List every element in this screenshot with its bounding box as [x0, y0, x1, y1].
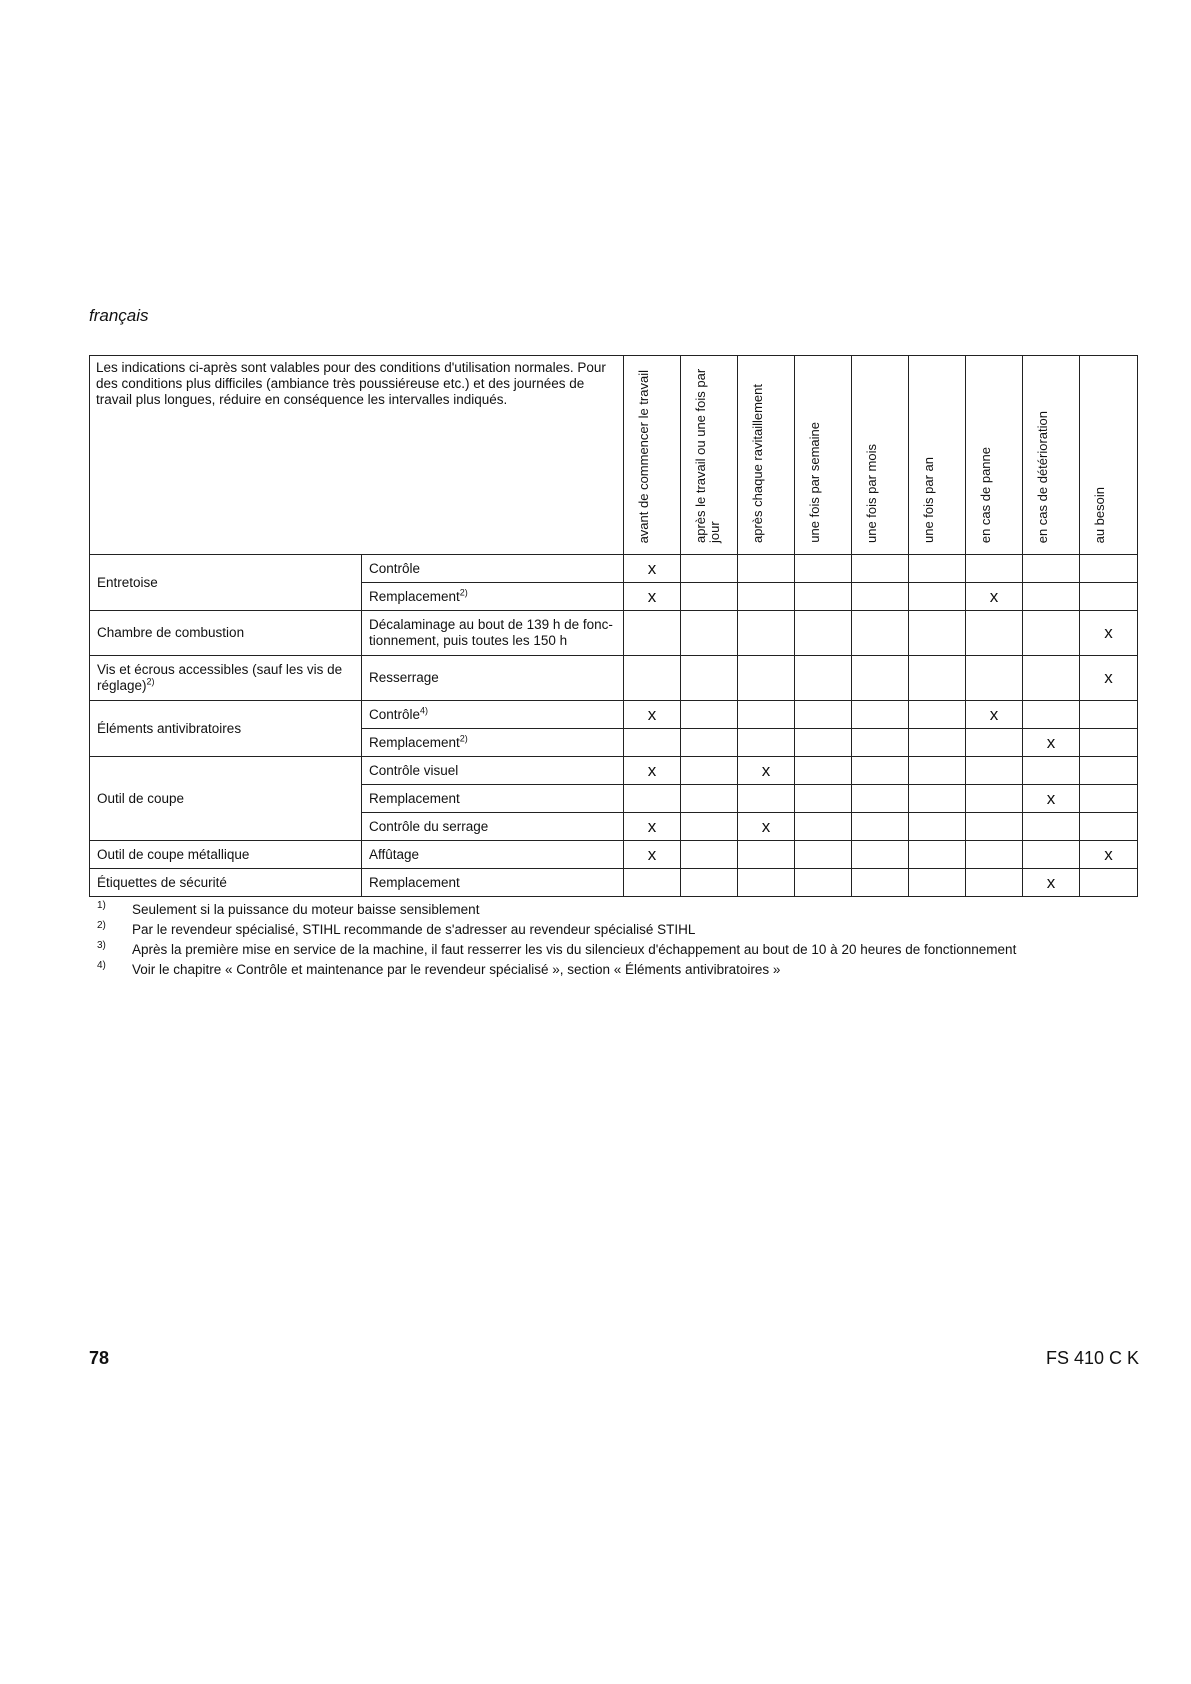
- action-cell: Contrôle$^{4)}$: [362, 701, 624, 729]
- mark-cell: [1023, 841, 1080, 869]
- mark-cell: [681, 813, 738, 841]
- footnotes: [89, 900, 1139, 980]
- table-row: [90, 555, 1138, 583]
- mark-cell: [909, 729, 966, 757]
- action-cell: Remplacement$^{2)}$: [362, 729, 624, 757]
- col-header-0: [624, 356, 681, 555]
- mark-cell: [738, 583, 795, 611]
- intro-text: Les indications ci-après sont valables pour des conditions d'utilisation normales. Pour des conditions plus difficiles (ambiance très poussiéreuse etc.) et des journées de travail plus longues, réduire en conséquence les intervalles indiqués.: [90, 356, 624, 555]
- mark-cell: [909, 656, 966, 701]
- footnote-number: 3): [97, 940, 106, 951]
- footnote-text: Après la première mise en service de la machine, il faut resserrer les vis du silencieux d'échappement au bout de 10 à 20 heures de fonctionnement: [132, 942, 1017, 957]
- mark-cell: [1023, 656, 1080, 701]
- table-row: [90, 611, 1138, 656]
- mark-cell: [1080, 701, 1138, 729]
- footnote-text: Voir le chapitre « Contrôle et maintenance par le revendeur spécialisé », section « Éléments antivibratoires »: [132, 962, 781, 977]
- footnote: [89, 960, 1139, 980]
- mark-cell: [966, 841, 1023, 869]
- table-row: [90, 656, 1138, 701]
- footnote-text: Par le revendeur spécialisé, STIHL recommande de s'adresser au revendeur spécialisé STIHL: [132, 922, 696, 937]
- model-name: FS 410 C K: [1045, 1348, 1139, 1368]
- component-cell: Entretoise: [90, 555, 362, 611]
- mark-cell: [1080, 813, 1138, 841]
- col-label-4: une fois par mois: [864, 444, 879, 543]
- mark-cell: [852, 841, 909, 869]
- maintenance-table: [89, 355, 1138, 897]
- col-label-6: en cas de panne: [978, 446, 993, 543]
- component-cell: Chambre de combustion: [90, 611, 362, 656]
- mark-cell: [909, 583, 966, 611]
- mark-cell: [738, 555, 795, 583]
- mark-cell: [795, 555, 852, 583]
- mark-cell: [795, 841, 852, 869]
- mark-cell: [909, 785, 966, 813]
- mark-cell: [681, 757, 738, 785]
- mark-cell: [738, 656, 795, 701]
- action-cell: Remplacement$^{2)}$: [362, 583, 624, 611]
- component-cell: Éléments antivibratoires: [90, 701, 362, 757]
- mark-cell: [681, 583, 738, 611]
- mark-cell: [1080, 729, 1138, 757]
- mark-cell: [1080, 869, 1138, 897]
- col-label-2: après chaque ravitaillement: [750, 384, 765, 543]
- action-cell: Contrôle visuel: [362, 757, 624, 785]
- mark-cell: [795, 785, 852, 813]
- language-label: français: [89, 306, 149, 325]
- mark-cell: [909, 841, 966, 869]
- footnote-number: 4): [97, 960, 106, 971]
- action-cell: Remplacement: [362, 785, 624, 813]
- mark-cell: [681, 785, 738, 813]
- mark-cell: [852, 869, 909, 897]
- mark-cell: x: [624, 813, 681, 841]
- col-label-5: une fois par an: [921, 456, 936, 543]
- col-label-7: en cas de détérioration: [1035, 410, 1050, 543]
- col-label-8: au besoin: [1092, 486, 1107, 543]
- mark-cell: [738, 729, 795, 757]
- mark-cell: [852, 555, 909, 583]
- col-header-4: [852, 356, 909, 555]
- action-cell: Affûtage: [362, 841, 624, 869]
- footnote: [89, 940, 1139, 960]
- mark-cell: x: [1080, 611, 1138, 656]
- mark-cell: [909, 869, 966, 897]
- mark-cell: [624, 869, 681, 897]
- mark-cell: [852, 757, 909, 785]
- col-header-8: [1080, 356, 1138, 555]
- mark-cell: [966, 813, 1023, 841]
- mark-cell: [738, 611, 795, 656]
- mark-cell: [852, 611, 909, 656]
- mark-cell: x: [624, 583, 681, 611]
- mark-cell: [966, 729, 1023, 757]
- mark-cell: x: [1023, 729, 1080, 757]
- mark-cell: [1080, 785, 1138, 813]
- mark-cell: x: [966, 701, 1023, 729]
- mark-cell: [681, 729, 738, 757]
- mark-cell: [795, 701, 852, 729]
- mark-cell: [909, 813, 966, 841]
- col-header-3: [795, 356, 852, 555]
- mark-cell: [795, 869, 852, 897]
- mark-cell: [966, 869, 1023, 897]
- mark-cell: [1080, 757, 1138, 785]
- footnote: [89, 900, 1139, 920]
- mark-cell: [624, 611, 681, 656]
- action-cell: Resserrage: [362, 656, 624, 701]
- footnote-text: Seulement si la puissance du moteur baisse sensiblement: [132, 902, 480, 917]
- mark-cell: [966, 555, 1023, 583]
- mark-cell: [795, 813, 852, 841]
- mark-cell: [738, 701, 795, 729]
- mark-cell: [795, 583, 852, 611]
- mark-cell: [738, 841, 795, 869]
- mark-cell: [909, 701, 966, 729]
- mark-cell: [795, 656, 852, 701]
- mark-cell: x: [966, 583, 1023, 611]
- page-number: 78: [89, 1348, 110, 1368]
- mark-cell: [1023, 757, 1080, 785]
- mark-cell: [624, 656, 681, 701]
- mark-cell: [909, 757, 966, 785]
- mark-cell: [909, 555, 966, 583]
- footnote: [89, 920, 1139, 940]
- mark-cell: [795, 757, 852, 785]
- col-header-2: [738, 356, 795, 555]
- mark-cell: [909, 611, 966, 656]
- col-header-6: [966, 356, 1023, 555]
- col-header-5: [909, 356, 966, 555]
- table-row: [90, 757, 1138, 785]
- mark-cell: [1080, 583, 1138, 611]
- mark-cell: [1023, 555, 1080, 583]
- mark-cell: [1023, 583, 1080, 611]
- mark-cell: x: [1023, 869, 1080, 897]
- mark-cell: [966, 785, 1023, 813]
- table-row: [90, 841, 1138, 869]
- mark-cell: [681, 611, 738, 656]
- component-cell: Vis et écrous accessibles (sauf les vis de réglage)$^{2)}$: [90, 656, 362, 701]
- mark-cell: [966, 656, 1023, 701]
- mark-cell: x: [1080, 656, 1138, 701]
- mark-cell: [966, 757, 1023, 785]
- col-header-1: [681, 356, 738, 555]
- mark-cell: [624, 729, 681, 757]
- action-cell: Contrôle du serrage: [362, 813, 624, 841]
- component-cell: Outil de coupe métallique: [90, 841, 362, 869]
- mark-cell: [852, 656, 909, 701]
- mark-cell: [852, 583, 909, 611]
- mark-cell: [681, 555, 738, 583]
- mark-cell: [795, 729, 852, 757]
- mark-cell: [852, 729, 909, 757]
- mark-cell: [681, 701, 738, 729]
- action-cell: Remplacement: [362, 869, 624, 897]
- table-row: [90, 869, 1138, 897]
- mark-cell: [738, 869, 795, 897]
- mark-cell: [852, 813, 909, 841]
- table-row: [90, 701, 1138, 729]
- mark-cell: [852, 785, 909, 813]
- mark-cell: x: [738, 757, 795, 785]
- mark-cell: [738, 785, 795, 813]
- mark-cell: [795, 611, 852, 656]
- mark-cell: [681, 841, 738, 869]
- mark-cell: [1023, 611, 1080, 656]
- footnote-number: 2): [97, 920, 106, 931]
- action-cell: Décalaminage au bout de 139 h de fonc-tionnement, puis toutes les 150 h: [362, 611, 624, 656]
- mark-cell: [1023, 813, 1080, 841]
- footnote-number: 1): [97, 900, 106, 911]
- component-cell: Étiquettes de sécurité: [90, 869, 362, 897]
- mark-cell: [681, 869, 738, 897]
- mark-cell: x: [624, 555, 681, 583]
- mark-cell: [852, 701, 909, 729]
- header-row: [90, 356, 1138, 555]
- mark-cell: [966, 611, 1023, 656]
- mark-cell: [624, 785, 681, 813]
- col-label-3: une fois par semaine: [807, 422, 822, 543]
- mark-cell: x: [738, 813, 795, 841]
- mark-cell: [1080, 555, 1138, 583]
- mark-cell: x: [1023, 785, 1080, 813]
- action-cell: Contrôle: [362, 555, 624, 583]
- mark-cell: x: [624, 841, 681, 869]
- col-label-0: avant de commencer le travail: [636, 369, 651, 543]
- mark-cell: [681, 656, 738, 701]
- col-header-7: [1023, 356, 1080, 555]
- mark-cell: x: [1080, 841, 1138, 869]
- mark-cell: [1023, 701, 1080, 729]
- col-label-1: après le travail ou une fois par jour: [693, 368, 722, 543]
- mark-cell: x: [624, 757, 681, 785]
- mark-cell: x: [624, 701, 681, 729]
- component-cell: Outil de coupe: [90, 757, 362, 841]
